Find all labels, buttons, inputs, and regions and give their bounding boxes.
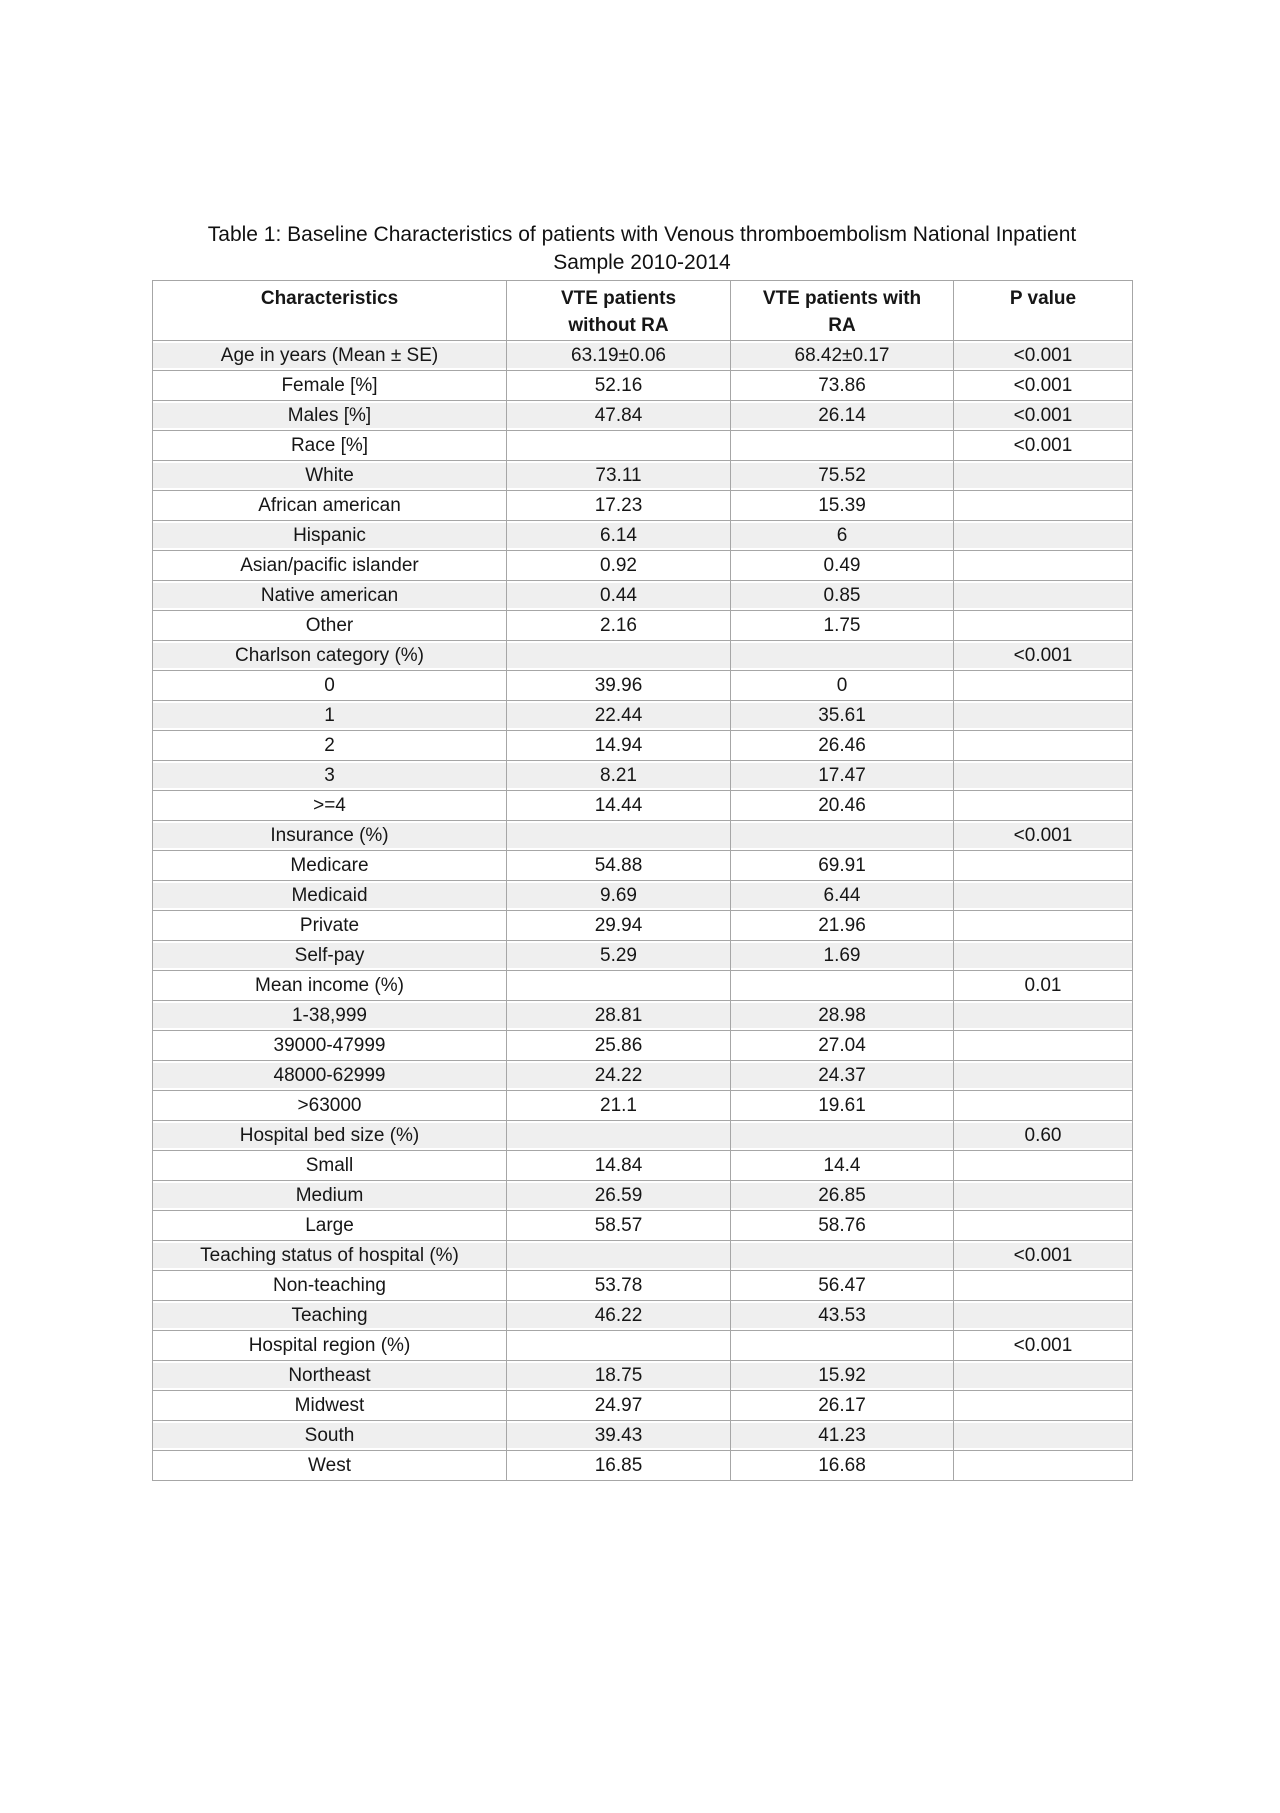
value-with-ra: 0 [731, 671, 954, 701]
p-value [954, 1451, 1133, 1481]
header-line: RA [828, 315, 856, 336]
value-with-ra: 1.69 [731, 941, 954, 971]
table-row [153, 731, 1133, 761]
p-value [954, 1001, 1133, 1031]
value-without-ra: 0.92 [507, 551, 731, 581]
value-with-ra: 20.46 [731, 791, 954, 821]
table-row [153, 881, 1133, 911]
table-row [153, 971, 1133, 1001]
p-value [954, 791, 1133, 821]
value-without-ra: 39.96 [507, 671, 731, 701]
row-label: 0 [153, 671, 507, 701]
row-label: Hospital bed size (%) [153, 1121, 507, 1151]
table-row [153, 1451, 1133, 1481]
p-value [954, 1271, 1133, 1301]
row-label: Medicare [153, 851, 507, 881]
p-value [954, 1421, 1133, 1451]
p-value [954, 731, 1133, 761]
value-with-ra: 58.76 [731, 1211, 954, 1241]
col-header-vte-without-ra [507, 281, 731, 341]
row-label: South [153, 1421, 507, 1451]
row-label: African american [153, 491, 507, 521]
value-without-ra: 58.57 [507, 1211, 731, 1241]
table-row [153, 671, 1133, 701]
value-without-ra: 26.59 [507, 1181, 731, 1211]
table-row [153, 1091, 1133, 1121]
row-label: 39000-47999 [153, 1031, 507, 1061]
table-caption-line1: Table 1: Baseline Characteristics of patients with Venous thromboembolism National Inpatient [207, 223, 1077, 246]
value-without-ra: 46.22 [507, 1301, 731, 1331]
value-without-ra: 17.23 [507, 491, 731, 521]
p-value [954, 611, 1133, 641]
table-row [153, 551, 1133, 581]
table-row [153, 1421, 1133, 1451]
value-with-ra: 15.39 [731, 491, 954, 521]
table-row [153, 1121, 1133, 1151]
p-value: <0.001 [954, 341, 1133, 371]
value-without-ra: 24.97 [507, 1391, 731, 1421]
p-value [954, 521, 1133, 551]
p-value [954, 461, 1133, 491]
row-label: Asian/pacific islander [153, 551, 507, 581]
table-row [153, 1151, 1133, 1181]
table-row [153, 761, 1133, 791]
row-label: White [153, 461, 507, 491]
header-line: VTE patients [560, 288, 677, 309]
row-label: Private [153, 911, 507, 941]
value-without-ra: 53.78 [507, 1271, 731, 1301]
table-caption [152, 221, 1132, 277]
p-value [954, 671, 1133, 701]
row-label: Medium [153, 1181, 507, 1211]
value-without-ra: 54.88 [507, 851, 731, 881]
p-value [954, 881, 1133, 911]
value-without-ra [507, 1331, 731, 1361]
value-with-ra [731, 431, 954, 461]
table-row [153, 1181, 1133, 1211]
p-value [954, 941, 1133, 971]
row-label: 3 [153, 761, 507, 791]
value-with-ra: 68.42±0.17 [731, 341, 954, 371]
value-with-ra: 6.44 [731, 881, 954, 911]
value-with-ra: 43.53 [731, 1301, 954, 1331]
col-header-p-value [954, 281, 1133, 341]
p-value [954, 761, 1133, 791]
row-label: Midwest [153, 1391, 507, 1421]
row-label: Race [%] [153, 431, 507, 461]
value-without-ra: 14.84 [507, 1151, 731, 1181]
value-with-ra [731, 821, 954, 851]
table-row [153, 851, 1133, 881]
p-value: <0.001 [954, 1331, 1133, 1361]
p-value [954, 1361, 1133, 1391]
table-row [153, 401, 1133, 431]
value-with-ra: 75.52 [731, 461, 954, 491]
value-without-ra: 73.11 [507, 461, 731, 491]
table-row [153, 1331, 1133, 1361]
table-caption-line2: Sample 2010-2014 [553, 251, 731, 274]
value-without-ra [507, 821, 731, 851]
p-value [954, 491, 1133, 521]
value-without-ra [507, 1241, 731, 1271]
value-with-ra: 0.49 [731, 551, 954, 581]
table-row [153, 461, 1133, 491]
value-without-ra: 28.81 [507, 1001, 731, 1031]
value-without-ra: 24.22 [507, 1061, 731, 1091]
header-line: Characteristics [260, 288, 399, 309]
header-line: P value [1009, 288, 1077, 309]
row-label: 1 [153, 701, 507, 731]
table-row [153, 1031, 1133, 1061]
value-with-ra [731, 1241, 954, 1271]
row-label: 1-38,999 [153, 1001, 507, 1031]
value-with-ra: 19.61 [731, 1091, 954, 1121]
p-value [954, 911, 1133, 941]
value-without-ra: 6.14 [507, 521, 731, 551]
p-value [954, 701, 1133, 731]
row-label: West [153, 1451, 507, 1481]
value-without-ra [507, 641, 731, 671]
value-without-ra: 21.1 [507, 1091, 731, 1121]
p-value [954, 1031, 1133, 1061]
value-with-ra: 14.4 [731, 1151, 954, 1181]
p-value [954, 1091, 1133, 1121]
table-row [153, 641, 1133, 671]
value-without-ra: 47.84 [507, 401, 731, 431]
row-label: Age in years (Mean ± SE) [153, 341, 507, 371]
col-header-characteristics [153, 281, 507, 341]
value-with-ra: 0.85 [731, 581, 954, 611]
p-value: <0.001 [954, 401, 1133, 431]
value-with-ra: 24.37 [731, 1061, 954, 1091]
value-with-ra: 73.86 [731, 371, 954, 401]
value-without-ra: 29.94 [507, 911, 731, 941]
baseline-characteristics-table [152, 280, 1133, 1481]
p-value [954, 1391, 1133, 1421]
p-value: <0.001 [954, 641, 1133, 671]
table-row [153, 611, 1133, 641]
value-without-ra: 18.75 [507, 1361, 731, 1391]
value-with-ra: 27.04 [731, 1031, 954, 1061]
row-label: Hispanic [153, 521, 507, 551]
p-value [954, 1181, 1133, 1211]
row-label: Insurance (%) [153, 821, 507, 851]
value-without-ra: 8.21 [507, 761, 731, 791]
value-with-ra: 17.47 [731, 761, 954, 791]
value-without-ra: 14.44 [507, 791, 731, 821]
row-label: 48000-62999 [153, 1061, 507, 1091]
table-row [153, 581, 1133, 611]
table-row [153, 1301, 1133, 1331]
p-value: <0.001 [954, 431, 1133, 461]
p-value [954, 581, 1133, 611]
value-with-ra: 41.23 [731, 1421, 954, 1451]
p-value [954, 851, 1133, 881]
row-label: >63000 [153, 1091, 507, 1121]
value-with-ra: 56.47 [731, 1271, 954, 1301]
row-label: Hospital region (%) [153, 1331, 507, 1361]
row-label: Native american [153, 581, 507, 611]
p-value: <0.001 [954, 1241, 1133, 1271]
table-row [153, 371, 1133, 401]
value-without-ra: 25.86 [507, 1031, 731, 1061]
value-with-ra: 26.46 [731, 731, 954, 761]
row-label: Teaching status of hospital (%) [153, 1241, 507, 1271]
value-with-ra: 16.68 [731, 1451, 954, 1481]
table-row [153, 1391, 1133, 1421]
row-label: Males [%] [153, 401, 507, 431]
p-value: <0.001 [954, 821, 1133, 851]
value-without-ra: 63.19±0.06 [507, 341, 731, 371]
table-row [153, 1361, 1133, 1391]
value-with-ra [731, 1331, 954, 1361]
value-without-ra: 52.16 [507, 371, 731, 401]
value-with-ra: 69.91 [731, 851, 954, 881]
table-row [153, 791, 1133, 821]
row-label: Non-teaching [153, 1271, 507, 1301]
header-row [153, 281, 1133, 341]
p-value [954, 1151, 1133, 1181]
row-label: Self-pay [153, 941, 507, 971]
value-without-ra: 0.44 [507, 581, 731, 611]
table-row [153, 1211, 1133, 1241]
table-row [153, 821, 1133, 851]
value-with-ra: 15.92 [731, 1361, 954, 1391]
value-with-ra: 28.98 [731, 1001, 954, 1031]
value-with-ra: 35.61 [731, 701, 954, 731]
value-with-ra: 26.17 [731, 1391, 954, 1421]
value-without-ra [507, 431, 731, 461]
value-without-ra: 9.69 [507, 881, 731, 911]
value-with-ra: 1.75 [731, 611, 954, 641]
value-without-ra: 2.16 [507, 611, 731, 641]
value-with-ra [731, 641, 954, 671]
value-with-ra: 6 [731, 521, 954, 551]
table-row [153, 1001, 1133, 1031]
table-row [153, 911, 1133, 941]
p-value: 0.60 [954, 1121, 1133, 1151]
value-without-ra: 16.85 [507, 1451, 731, 1481]
table-row [153, 341, 1133, 371]
header-line: VTE patients with [762, 288, 922, 309]
value-with-ra: 26.85 [731, 1181, 954, 1211]
table-row [153, 701, 1133, 731]
row-label: Small [153, 1151, 507, 1181]
table-row [153, 1061, 1133, 1091]
value-with-ra [731, 971, 954, 1001]
row-label: 2 [153, 731, 507, 761]
value-with-ra: 21.96 [731, 911, 954, 941]
p-value: 0.01 [954, 971, 1133, 1001]
col-header-vte-with-ra [731, 281, 954, 341]
table-row [153, 491, 1133, 521]
table-row [153, 521, 1133, 551]
row-label: >=4 [153, 791, 507, 821]
value-without-ra [507, 1121, 731, 1151]
value-without-ra [507, 971, 731, 1001]
table-row [153, 1271, 1133, 1301]
row-label: Other [153, 611, 507, 641]
value-without-ra: 14.94 [507, 731, 731, 761]
value-without-ra: 5.29 [507, 941, 731, 971]
p-value [954, 1061, 1133, 1091]
row-label: Northeast [153, 1361, 507, 1391]
row-label: Medicaid [153, 881, 507, 911]
table-row [153, 941, 1133, 971]
p-value [954, 1301, 1133, 1331]
row-label: Large [153, 1211, 507, 1241]
value-without-ra: 39.43 [507, 1421, 731, 1451]
p-value [954, 551, 1133, 581]
table-row [153, 1241, 1133, 1271]
row-label: Mean income (%) [153, 971, 507, 1001]
p-value: <0.001 [954, 371, 1133, 401]
row-label: Teaching [153, 1301, 507, 1331]
header-line: without RA [568, 315, 669, 336]
p-value [954, 1211, 1133, 1241]
value-without-ra: 22.44 [507, 701, 731, 731]
value-with-ra [731, 1121, 954, 1151]
row-label: Female [%] [153, 371, 507, 401]
value-with-ra: 26.14 [731, 401, 954, 431]
row-label: Charlson category (%) [153, 641, 507, 671]
table-row [153, 431, 1133, 461]
